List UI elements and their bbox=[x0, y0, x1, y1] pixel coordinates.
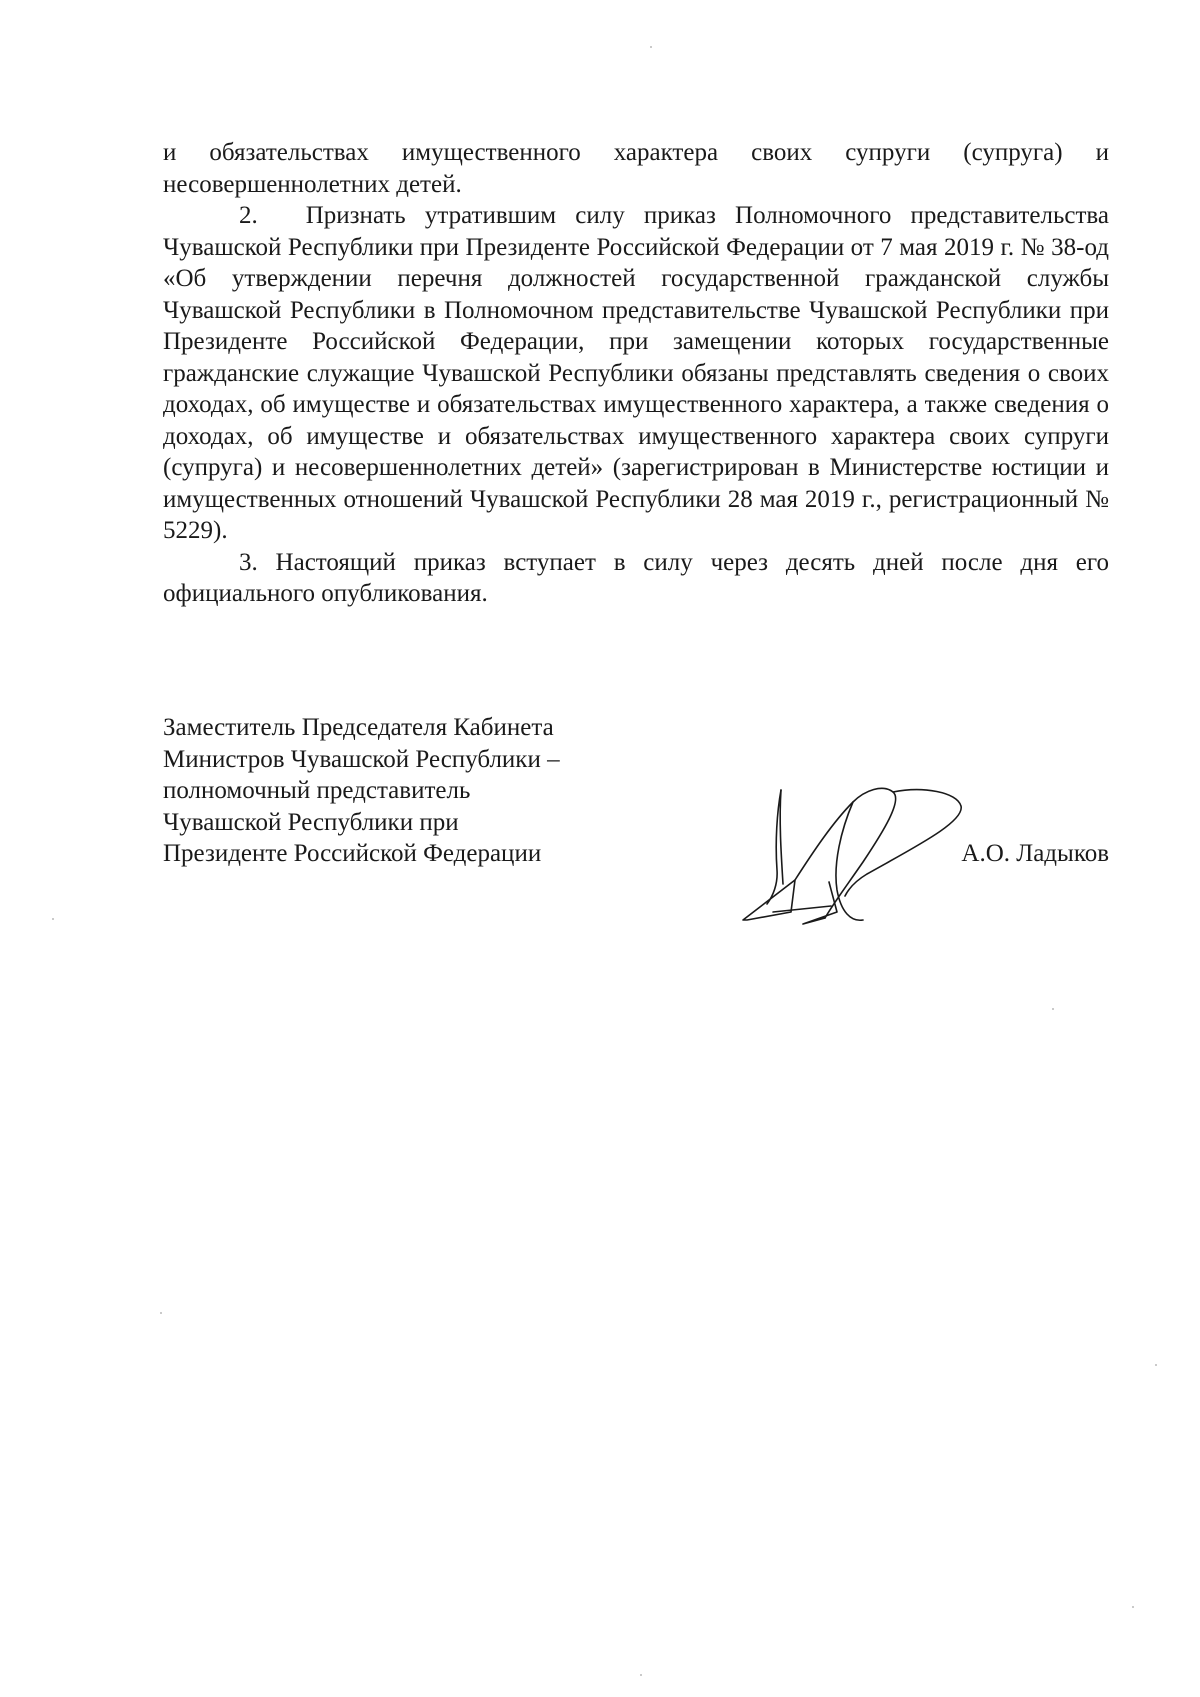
document-body bbox=[163, 137, 1109, 610]
scan-speck bbox=[650, 46, 652, 48]
signer-position bbox=[163, 712, 560, 870]
position-line: полномочный представитель bbox=[163, 777, 471, 804]
signer-name: А.О. Ладыков bbox=[961, 840, 1109, 867]
paragraph-item-2 bbox=[163, 200, 1109, 547]
paragraph-continuation: и обязательствах имущественного характера своих супруги (супруга) и несовершеннолетних детей. bbox=[163, 139, 1109, 198]
scan-speck bbox=[1052, 1008, 1054, 1010]
scan-speck bbox=[1132, 1606, 1134, 1608]
scan-speck bbox=[1155, 1364, 1157, 1366]
scan-speck bbox=[640, 1674, 642, 1676]
handwritten-signature bbox=[733, 772, 973, 932]
scan-speck bbox=[160, 1312, 162, 1314]
item-2-text: Признать утратившим силу приказ Полномочного представительства Чувашской Республики при Президенте Российской Федерации от 7 мая 2019 г. № 38-од «Об утверждении перечня должностей государственной гражданской службы Чувашской Республики в Полномочном представительстве Чувашской Республики при Президенте Российской Федерации, при замещении которых государственные гражданские служащие Чувашской Республики обязаны представлять сведения о своих доходах, об имуществе и обязательствах имущественного характера, а также сведения о доходах, об имуществе и обязательствах имущественного характера своих супруги (супруга) и несовершеннолетних детей» (зарегистрирован в Министерстве юстиции и имущественных отношений Чувашской Республики 28 мая 2019 г., регистрационный № 5229). bbox=[163, 202, 1109, 544]
position-line: Президенте Российской Федерации bbox=[163, 840, 542, 867]
position-line: Министров Чувашской Республики – bbox=[163, 745, 560, 773]
scan-speck bbox=[52, 918, 54, 920]
paragraph-item-3: 3. Настоящий приказ вступает в силу через десять дней после дня его официального опубликования. bbox=[163, 548, 1109, 607]
signature-block bbox=[163, 712, 1109, 932]
item-2-number: 2. bbox=[239, 202, 258, 229]
position-line: Чувашской Республики при bbox=[163, 808, 459, 836]
position-line: Заместитель Председателя Кабинета bbox=[163, 714, 554, 741]
